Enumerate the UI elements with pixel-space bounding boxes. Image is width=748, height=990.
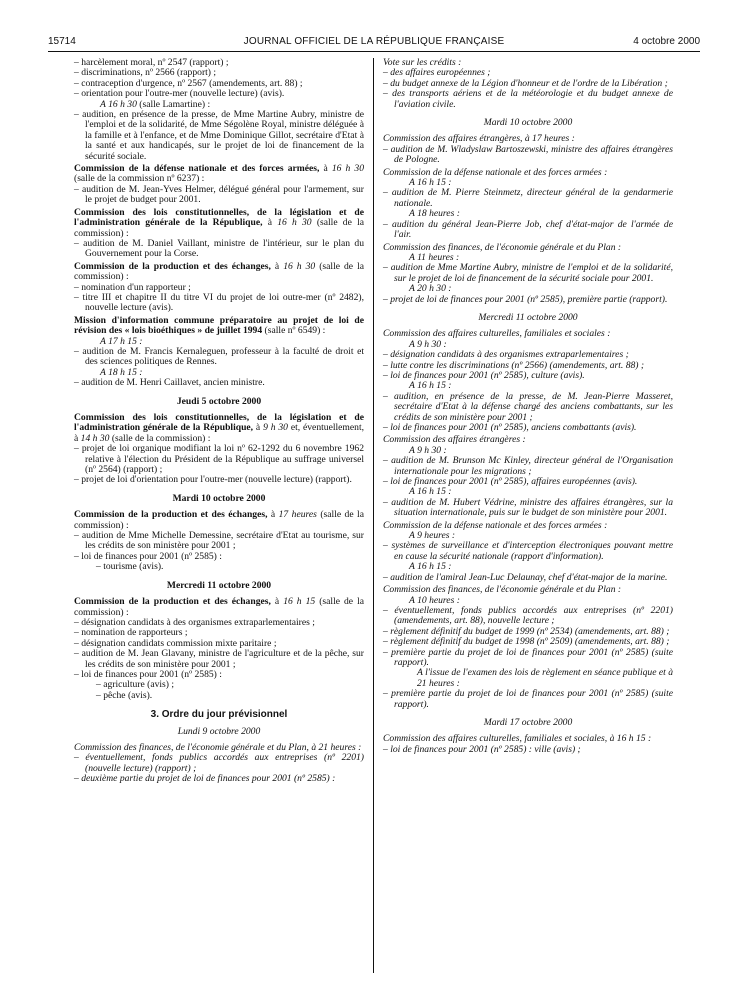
agenda-item: – éventuellement, fonds publics accordés aux entreprises (nº 2201) (nouvelle lecture) (rapport) ; [74,752,364,774]
agenda-item: – des transports aériens et de la météorologie et du budget annexe de l'aviation civile. [383,88,673,110]
committee-heading: Commission des finances, de l'économie générale et du Plan : [383,241,622,253]
agenda-item: – audition de M. Henri Caillavet, ancien ministre. [74,377,265,389]
date-heading: Mercredi 11 octobre 2000 [478,311,578,323]
agenda-item: – audition du général Jean-Pierre Job, chef d'état-major de l'armée de l'air. [383,218,673,241]
committee-heading: Commission de la production et des échanges, à 16 h 15 (salle de la commission) : [74,596,365,618]
agenda-item: – deuxième partie du projet de loi de finances pour 2001 (nº 2585) : [74,773,336,785]
spacer [74,737,364,741]
agenda-item: – audition de M. Jean Glavany, ministre de l'agriculture et de la pêche, sur les crédits de son ministère pour 2001 ; [74,648,364,670]
session-time: A 9 heures : [409,530,456,542]
committee-heading: Commission des affaires étrangères, à 17 heures : [383,133,575,145]
session-time: A 20 h 30 : [409,283,452,295]
committee-heading: Commission de la production et des échanges, à 17 heures (salle de la commission) : [74,509,364,531]
agenda-subitem: – tourisme (avis). [96,561,164,573]
date-heading: Jeudi 5 octobre 2000 [176,395,262,407]
agenda-item: – projet de loi de finances pour 2001 (nº 2585), première partie (rapport). [383,293,668,305]
agenda-item: – nomination de rapporteurs ; [74,627,188,639]
date-heading: Mercredi 11 octobre 2000 [166,579,272,591]
agenda-item: – audition, en présence de la presse, de Mme Martine Aubry, ministre de l'emploi et de la solidarité, de Mme Ségolène Royal, ministre déléguée à la famille et à l'enfance, et de Mme Dominique Gillot, secrétaire d'Etat à la santé et aux handicapés, sur le projet de loi de financement de la sécurité sociale. [74,109,364,162]
committee-heading: Commission des lois constitutionnelles, de la législation et de l'administration générale de la République, à 9 h 30 et, éventuellement, à 14 h 30 (salle de la commission) : [74,412,365,444]
session-time: A 16 h 15 : [409,561,452,573]
date-heading: Mardi 10 octobre 2000 [172,492,266,504]
session-note: A l'issue de l'examen des lois de règlement en séance publique et à 21 heures : [417,667,673,689]
agenda-item: – loi de finances pour 2001 (nº 2585) : [74,668,222,680]
agenda-label: Vote sur les crédits : [383,57,462,68]
column-divider [373,58,374,973]
agenda-item: – désignation candidats à des organismes extraparlementaires ; [74,616,315,628]
committee-heading: Commission de la production et des échanges, à 16 h 30 (salle de la commission) : [74,260,365,283]
committee-heading: Commission de la défense nationale et des forces armées : [383,519,608,531]
agenda-item: – harcèlement moral, nº 2547 (rapport) ; [74,57,229,68]
agenda-item: – audition de M. Wladyslaw Bartoszewski, ministre des affaires étrangères de Pologne. [383,143,673,166]
agenda-item: – nomination d'un rapporteur ; [74,281,191,293]
agenda-item: – audition de M. Pierre Steinmetz, directeur général de la gendarmerie nationale. [383,187,673,209]
agenda-item: – règlement définitif du budget de 1999 (nº 2534) (amendements, art. 88) ; [383,625,670,637]
agenda-item: – audition de Mme Michelle Demessine, secrétaire d'Etat au tourisme, sur les crédits de son ministère pour 2001 ; [74,530,364,552]
session-time: A 17 h 15 : [100,335,143,347]
session-time: A 9 h 30 : [409,444,447,456]
agenda-subitem: – agriculture (avis) ; [96,679,175,691]
committee-heading: Commission de la défense nationale et des forces armées, à 16 h 30 (salle de la commission nº 6237) : [74,163,364,185]
session-time: A 10 heures : [409,594,460,606]
agenda-item: – orientation pour l'outre-mer (nouvelle lecture) (avis). [74,88,285,100]
agenda-item: – première partie du projet de loi de finances pour 2001 (nº 2585) (suite rapport). [383,688,673,710]
session-time: A 9 h 30 : [409,338,447,350]
agenda-item: – lutte contre les discriminations (nº 2566) (amendements, art. 88) ; [383,359,645,371]
committee-heading: Commission des lois constitutionnelles, de la législation et de l'administration générale de la République, à 16 h 30 (salle de la commission) : [74,206,365,239]
header-rule [48,51,700,52]
agenda-item: – systèmes de surveillance et d'interception électroniques pouvant mettre en cause la sécurité nationale (rapport d'information). [383,540,673,562]
left-column [74,58,364,785]
session-time: A 16 h 15 : [409,177,452,189]
agenda-item: – audition de Mme Martine Aubry, ministre de l'emploi et de la solidarité, sur le projet de loi de financement de la sécurité sociale pour 2001. [383,262,673,284]
page-header [48,36,700,52]
committee-heading: Commission des affaires culturelles, familiales et sociales : [383,328,611,340]
issue-date: 4 octobre 2000 [633,36,700,47]
agenda-item: – loi de finances pour 2001 (nº 2585) : ville (avis) ; [383,743,581,755]
agenda-item: – contraception d'urgence, nº 2567 (amendements, art. 88) ; [74,77,303,89]
agenda-item: – règlement définitif du budget de 1998 (nº 2509) (amendements, art. 88) ; [383,636,670,648]
agenda-item: – audition de M. Hubert Védrine, ministre des affaires étrangères, sur la situation internationale, puis sur le budget de son ministère pour 2001. [383,496,673,519]
agenda-item: – audition de M. Jean-Yves Helmer, délégué général pour l'armement, sur le projet de budget pour 2001. [74,183,364,206]
agenda-item: – audition de M. Brunson Mc Kinley, directeur général de l'Organisation internationale pour les migrations ; [383,455,673,477]
agenda-subitem: – pêche (avis). [96,689,153,701]
agenda-item: – discriminations, nº 2566 (rapport) ; [74,67,217,79]
agenda-item: – première partie du projet de loi de finances pour 2001 (nº 2585) (suite rapport). [383,646,673,668]
page-number: 15714 [48,36,76,47]
section-heading: 3. Ordre du jour prévisionnel [150,709,288,721]
session-time: A 16 h 15 : [409,486,452,498]
agenda-item: – projet de loi organique modifiant la loi nº 62-1292 du 6 novembre 1962 relative à l'élection du Président de la République au suffrage universel (nº 2564) (rapport) ; [74,443,364,476]
agenda-item: – désignation candidats à des organismes extraparlementaires ; [383,349,629,361]
date-heading: Mardi 10 octobre 2000 [483,117,573,129]
agenda-item: – titre III et chapitre II du titre VI du projet de loi outre-mer (nº 2482), nouvelle lecture (avis). [74,291,364,314]
session-time: A 16 h 30 (salle Lamartine) : [100,98,211,110]
date-heading: Mardi 17 octobre 2000 [483,716,573,728]
agenda-item: – du budget annexe de la Légion d'honneur et de l'ordre de la Libération ; [383,77,668,89]
agenda-item: – éventuellement, fonds publics accordés aux entreprises (nº 2201) (amendements, art. 88), nouvelle lecture ; [383,604,673,627]
session-time: A 16 h 15 : [409,380,452,392]
agenda-item: – audition, en présence de la presse, de M. Jean-Pierre Masseret, secrétaire d'Etat à la défense chargé des anciens combattants, sur les crédits de son ministère pour 2001 ; [383,390,673,423]
right-column [383,58,673,755]
agenda-item: – audition de M. Francis Kernaleguen, professeur à la faculté de droit et des sciences politiques de Rennes. [74,345,364,368]
agenda-item: – projet de loi d'orientation pour l'outre-mer (nouvelle lecture) (rapport). [74,474,352,486]
committee-heading: Commission des affaires culturelles, familiales et sociales, à 16 h 15 : [383,733,652,745]
agenda-item: – audition de l'amiral Jean-Luc Delaunay, chef d'état-major de la marine. [383,571,668,583]
journal-title: JOURNAL OFFICIEL DE LA RÉPUBLIQUE FRANÇAISE [243,36,505,47]
session-time: A 18 heures : [409,208,460,220]
agenda-item: – loi de finances pour 2001 (nº 2585), affaires européennes (avis). [383,476,638,488]
committee-heading: Mission d'information commune préparatoire au projet de loi de révision des « lois bioéthiques » de juillet 1994 (salle nº 6549) : [74,314,364,337]
committee-heading: Commission des finances, de l'économie générale et du Plan : [383,584,622,596]
session-time: A 11 heures : [409,251,460,263]
agenda-item: – loi de finances pour 2001 (nº 2585) : [74,550,222,562]
committee-heading: Commission de la défense nationale et des forces armées : [383,166,608,178]
committee-heading: Commission des affaires étrangères : [383,434,526,446]
agenda-item: – des affaires européennes ; [383,67,491,79]
agenda-item: – loi de finances pour 2001 (nº 2585), culture (avis). [383,369,585,381]
agenda-item: – désignation candidats commission mixte paritaire ; [74,637,277,649]
session-time: A 18 h 15 : [100,366,143,378]
committee-heading: Commission des finances, de l'économie générale et du Plan, à 21 heures : [74,741,362,753]
agenda-item: – loi de finances pour 2001 (nº 2585), anciens combattants (avis). [383,422,637,433]
date-heading: Lundi 9 octobre 2000 [177,725,261,737]
agenda-item: – audition de M. Daniel Vaillant, ministre de l'intérieur, sur le plan du Gouvernement pour la Corse. [74,237,364,260]
